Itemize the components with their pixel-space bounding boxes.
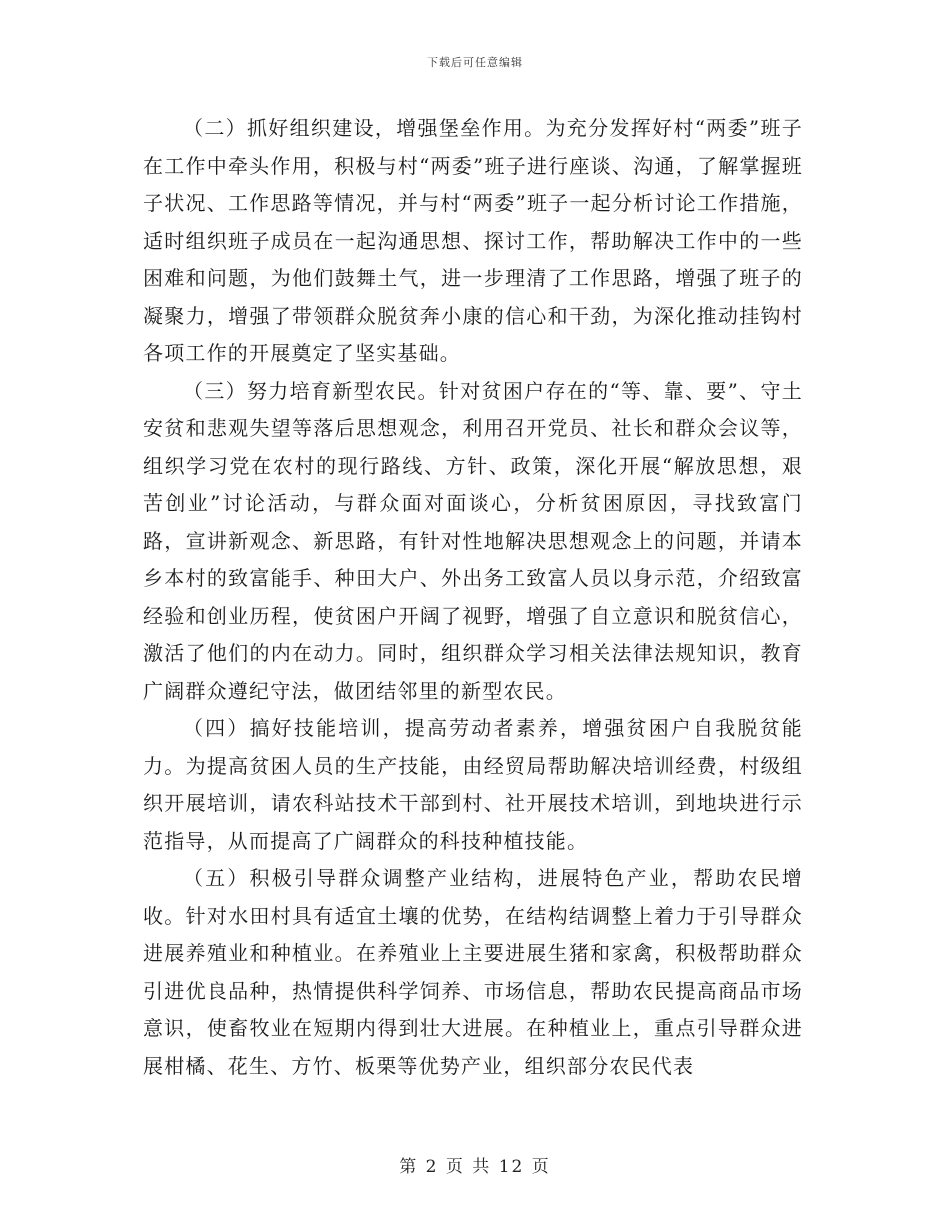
paragraph-new-farmers: （三）努力培育新型农民。针对贫困户存在的“等、靠、要”、守土安贫和悲观失望等落后思想观念，利用召开党员、社长和群众会议等，组织学习党在农村的现行路线、方针、政策，深化开展“解放思想，艰苦创业”讨论活动，与群众面对面谈心，分析贫困原因，寻找致富门路，宣讲新观念、新思路，有针对性地解决思想观念上的问题，并请本乡本村的致富能手、种田大户、外出务工致富人员以身示范，介绍致富经验和创业历程，使贫困户开阔了视野，增强了自立意识和脱贫信心，激活了他们的内在动力。同时，组织群众学习相关法律法规知识，教育广阔群众遵纪守法，做团结邻里的新型农民。 (143, 378, 803, 703)
document-body (143, 110, 803, 1085)
paragraph-organization-building: （二）抓好组织建设，增强堡垒作用。为充分发挥好村“两委”班子在工作中牵头作用，积极与村“两委”班子进行座谈、沟通，了解掌握班子状况、工作思路等情况，并与村“两委”班子一起分析讨论工作措施，适时组织班子成员在一起沟通思想、探讨工作，帮助解决工作中的一些困难和问题，为他们鼓舞土气，进一步理清了工作思路，增强了班子的凝聚力，增强了带领群众脱贫奔小康的信心和干劲，为深化推动挂钩村各项工作的开展奠定了坚实基础。 (143, 116, 803, 365)
paragraph-industry-structure: （五）积极引导群众调整产业结构，进展特色产业，帮助农民增收。针对水田村具有适宜土壤的优势，在结构结调整上着力于引导群众进展养殖业和种植业。在养殖业上主要进展生猪和家禽，积极帮助群众引进优良品种，热情提供科学饲养、市场信息，帮助农民提高商品市场意识，使畜牧业在短期内得到壮大进展。在种植业上，重点引导群众进展柑橘、花生、方竹、板栗等优势产业，组织部分农民代表 (143, 866, 803, 1078)
page-header: 下载后可任意编辑 (427, 56, 523, 69)
paragraph-skills-training: （四）搞好技能培训，提高劳动者素养，增强贫困户自我脱贫能力。为提高贫困人员的生产技能，由经贸局帮助解决培训经费，村级组织开展培训，请农科站技术干部到村、社开展技术培训，到地块进行示范指导，从而提高了广阔群众的科技种植技能。 (143, 716, 803, 853)
page-footer: 第 2 页 共 12 页 (399, 1157, 551, 1177)
